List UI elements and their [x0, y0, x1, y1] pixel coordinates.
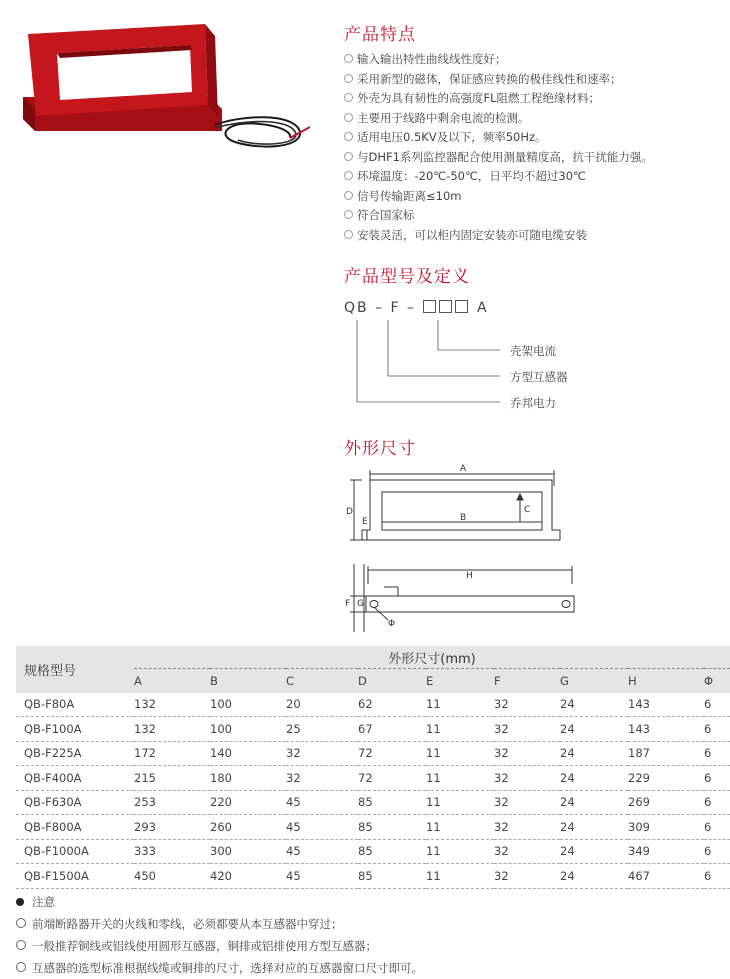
value-cell: 32 [494, 746, 509, 761]
table-row [16, 741, 730, 766]
value-cell: 100 [210, 697, 232, 712]
value-cell: 24 [560, 819, 575, 834]
feature-item: 主要用于线路中剩余电流的检测。 [344, 109, 724, 129]
value-cell: 24 [560, 697, 575, 712]
value-cell: 220 [210, 795, 232, 810]
table-row [16, 864, 730, 889]
value-cell: 32 [494, 819, 509, 834]
model-label-brand: 乔邦电力 [510, 396, 556, 410]
value-cell: 85 [358, 868, 373, 883]
table-row [16, 693, 730, 717]
model-cell: QB-F100A [24, 721, 82, 736]
feature-item: 符合国家标 [344, 206, 724, 226]
circle-bullet-icon [344, 74, 353, 83]
model-cell: QB-F400A [24, 770, 82, 785]
value-cell: 20 [286, 697, 301, 712]
model-label-frame-current: 壳架电流 [510, 344, 556, 358]
size-header: 外形尺寸(mm) [388, 651, 476, 667]
feature-item: 外壳为具有韧性的高强度FL阻燃工程绝缘材料； [344, 89, 724, 109]
circle-bullet-icon [16, 918, 26, 928]
value-cell: 450 [134, 868, 156, 883]
features-list [344, 50, 724, 245]
feature-item: 输入输出特性曲线线性度好； [344, 50, 724, 70]
dim-label-phi: Φ [388, 619, 396, 629]
model-cell: QB-F225A [24, 746, 82, 761]
table-row [16, 766, 730, 791]
circle-bullet-icon [344, 54, 353, 63]
circle-bullet-icon [344, 132, 353, 141]
value-cell: 45 [286, 819, 301, 834]
features-title: 产品特点 [344, 25, 416, 45]
circle-bullet-icon [344, 113, 353, 122]
filled-bullet-icon [16, 898, 24, 906]
notes-section [16, 891, 423, 979]
value-cell: 309 [628, 819, 650, 834]
value-cell: 45 [286, 868, 301, 883]
column-header: B [210, 669, 286, 693]
circle-bullet-icon [16, 962, 26, 972]
value-cell: 300 [210, 844, 232, 859]
value-cell: 180 [210, 770, 232, 785]
table-row [16, 790, 730, 815]
digit-box [423, 300, 436, 313]
note-item: 一般推荐铜线或铝线使用圆形互感器，铜排或铝排使用方型互感器； [16, 935, 423, 957]
circle-bullet-icon [344, 230, 353, 239]
value-cell: 24 [560, 721, 575, 736]
feature-item: 采用新型的磁体，保证感应转换的极佳线性和速率； [344, 70, 724, 90]
value-cell: 11 [426, 770, 441, 785]
value-cell: 143 [628, 721, 650, 736]
circle-bullet-icon [16, 940, 26, 950]
value-cell: 25 [286, 721, 301, 736]
column-header: H [628, 669, 704, 693]
product-image [10, 20, 310, 160]
value-cell: 45 [286, 844, 301, 859]
column-header: D [358, 669, 426, 693]
value-cell: 467 [628, 868, 650, 883]
dim-label-f: F [345, 599, 351, 609]
dim-label-b: B [460, 513, 467, 523]
note-item: 互感器的选型标准根据线缆或铜排的尺寸，选择对应的互感器窗口尺寸即可。 [16, 957, 423, 979]
value-cell: 24 [560, 770, 575, 785]
circle-bullet-icon [344, 191, 353, 200]
value-cell: 6 [704, 746, 712, 761]
value-cell: 6 [704, 844, 712, 859]
dimension-title: 外形尺寸 [344, 439, 416, 459]
value-cell: 349 [628, 844, 650, 859]
value-cell: 172 [134, 746, 156, 761]
value-cell: 32 [494, 770, 509, 785]
dim-label-h: H [466, 571, 473, 581]
value-cell: 11 [426, 795, 441, 810]
value-cell: 32 [494, 721, 509, 736]
value-cell: 67 [358, 721, 373, 736]
value-cell: 143 [628, 697, 650, 712]
value-cell: 72 [358, 770, 373, 785]
notes-title-row [16, 891, 423, 913]
value-cell: 6 [704, 770, 712, 785]
value-cell: 187 [628, 746, 650, 761]
value-cell: 6 [704, 795, 712, 810]
model-header: 规格型号 [24, 663, 77, 679]
feature-item: 与DHF1系列监控器配合使用测量精度高，抗干扰能力强。 [344, 148, 724, 168]
value-cell: 24 [560, 795, 575, 810]
circle-bullet-icon [344, 93, 353, 102]
model-cell: QB-F1000A [24, 844, 89, 859]
value-cell: 132 [134, 721, 156, 736]
column-header: A [134, 669, 210, 693]
value-cell: 32 [494, 795, 509, 810]
feature-item: 适用电压0.5KV及以下，频率50Hz。 [344, 128, 724, 148]
value-cell: 260 [210, 819, 232, 834]
note-item: 前端断路器开关的火线和零线，必须都要从本互感器中穿过； [16, 913, 423, 935]
digit-box [439, 300, 452, 313]
column-header: C [286, 669, 358, 693]
value-cell: 6 [704, 868, 712, 883]
value-cell: 32 [494, 868, 509, 883]
model-cell: QB-F1500A [24, 868, 89, 883]
value-cell: 11 [426, 721, 441, 736]
value-cell: 420 [210, 868, 232, 883]
column-header: Φ [704, 669, 730, 693]
value-cell: 24 [560, 746, 575, 761]
value-cell: 11 [426, 819, 441, 834]
dim-label-e: E [362, 517, 368, 527]
model-cell: QB-F800A [24, 819, 82, 834]
column-header: G [560, 669, 628, 693]
table-row [16, 839, 730, 864]
value-cell: 333 [134, 844, 156, 859]
value-cell: 72 [358, 746, 373, 761]
value-cell: 6 [704, 697, 712, 712]
model-cell: QB-F630A [24, 795, 82, 810]
circle-bullet-icon [344, 210, 353, 219]
value-cell: 32 [494, 697, 509, 712]
value-cell: 11 [426, 868, 441, 883]
model-code: QB – F – A [344, 300, 489, 316]
column-header: E [426, 669, 494, 693]
value-cell: 11 [426, 844, 441, 859]
value-cell: 293 [134, 819, 156, 834]
dimension-drawing [340, 460, 590, 635]
digit-box [455, 300, 468, 313]
value-cell: 85 [358, 795, 373, 810]
model-cell: QB-F80A [24, 697, 75, 712]
value-cell: 85 [358, 819, 373, 834]
column-header: F [494, 669, 560, 693]
value-cell: 45 [286, 795, 301, 810]
dim-label-d: D [346, 507, 353, 517]
dim-label-c: C [524, 505, 531, 515]
value-cell: 140 [210, 746, 232, 761]
dim-label-a: A [460, 464, 467, 474]
table-row [16, 815, 730, 840]
value-cell: 32 [494, 844, 509, 859]
value-cell: 11 [426, 697, 441, 712]
value-cell: 253 [134, 795, 156, 810]
value-cell: 269 [628, 795, 650, 810]
value-cell: 100 [210, 721, 232, 736]
feature-item: 信号传输距离≤10m [344, 187, 724, 207]
circle-bullet-icon [344, 152, 353, 161]
value-cell: 24 [560, 868, 575, 883]
dim-label-g: G [357, 599, 364, 609]
table-row [16, 717, 730, 742]
value-cell: 62 [358, 697, 373, 712]
value-cell: 24 [560, 844, 575, 859]
feature-item: 安装灵活，可以柜内固定安装亦可随电缆安装 [344, 226, 724, 246]
model-label-type: 方型互感器 [510, 370, 568, 384]
value-cell: 32 [286, 746, 301, 761]
circle-bullet-icon [344, 171, 353, 180]
model-leader-lines [340, 318, 520, 408]
value-cell: 85 [358, 844, 373, 859]
value-cell: 32 [286, 770, 301, 785]
spec-table [16, 646, 730, 889]
value-cell: 11 [426, 746, 441, 761]
value-cell: 6 [704, 721, 712, 736]
value-cell: 6 [704, 819, 712, 834]
value-cell: 132 [134, 697, 156, 712]
model-title: 产品型号及定义 [344, 267, 470, 287]
table-header-row [16, 646, 730, 669]
value-cell: 229 [628, 770, 650, 785]
value-cell: 215 [134, 770, 156, 785]
feature-item: 环境温度：-20℃-50℃，日平均不超过30℃ [344, 167, 724, 187]
notes-title: 注意 [32, 895, 55, 909]
